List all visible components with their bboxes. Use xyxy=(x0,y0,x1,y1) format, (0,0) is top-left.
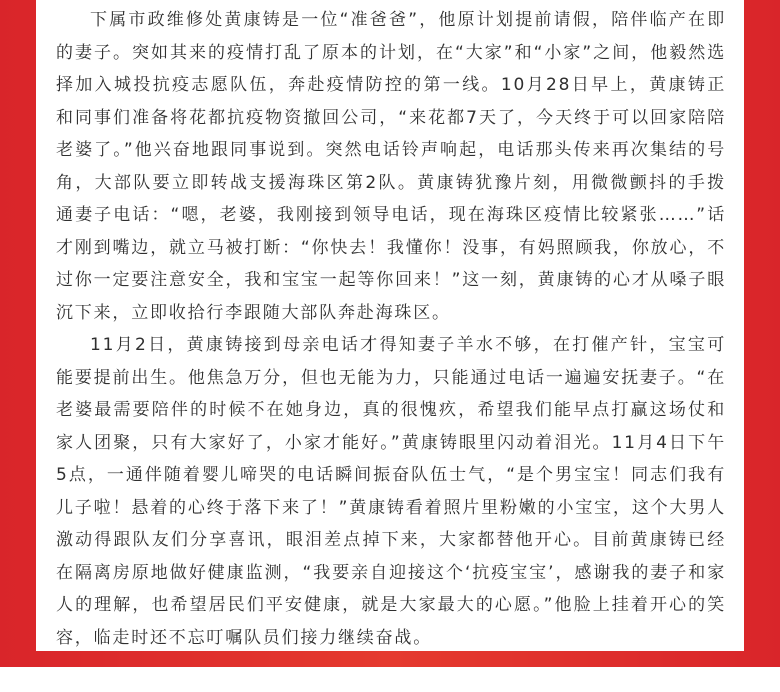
paragraph-1: 下属市政维修处黄康铸是一位“准爸爸”，他原计划提前请假，陪伴临产在即的妻子。突如其来的疫情打乱了原本的计划，在“大家”和“小家”之间，他毅然选择加入城投抗疫志愿队伍，奔赴疫情防控的第一线。10月28日早上，黄康铸正和同事们准备将花都抗疫物资撤回公司，“来花都7天了，今天终于可以回家陪陪老婆了。”他兴奋地跟同事说到。突然电话铃声响起，电话那头传来再次集结的号角，大部队要立即转战支援海珠区第2队。黄康铸犹豫片刻，用微微颤抖的手拨通妻子电话：“嗯，老婆，我刚接到领导电话，现在海珠区疫情比较紧张……”话才刚到嘴边，就立马被打断：“你快去！我懂你！没事，有妈照顾我，你放心，不过你一定要注意安全，我和宝宝一起等你回来！”这一刻，黄康铸的心才从嗓子眼沉下来，立即收拾行李跟随大部队奔赴海珠区。 xyxy=(56,10,726,323)
article-card xyxy=(36,0,744,651)
paragraph-2: 11月2日，黄康铸接到母亲电话才得知妻子羊水不够，在打催产针，宝宝可能要提前出生。他焦急万分，但也无能为力，只能通过电话一遍遍安抚妻子。“在老婆最需要陪伴的时候不在她身边，真的很愧疚，希望我们能早点打赢这场仗和家人团聚，只有大家好了，小家才能好。”黄康铸眼里闪动着泪光。11月4日下午5点，一通伴随着婴儿啼哭的电话瞬间振奋队伍士气，“是个男宝宝！同志们我有儿子啦！悬着的心终于落下来了！”黄康铸看着照片里粉嫩的小宝宝，这个大男人激动得跟队友们分享喜讯，眼泪差点掉下来，大家都替他开心。目前黄康铸已经在隔离房原地做好健康监测，“我要亲自迎接这个‘抗疫宝宝’，感谢我的妻子和家人的理解，也希望居民们平安健康，就是大家最大的心愿。”他脸上挂着开心的笑容，临走时还不忘叮嘱队员们接力继续奋战。 xyxy=(56,335,726,648)
article-body xyxy=(56,4,726,654)
